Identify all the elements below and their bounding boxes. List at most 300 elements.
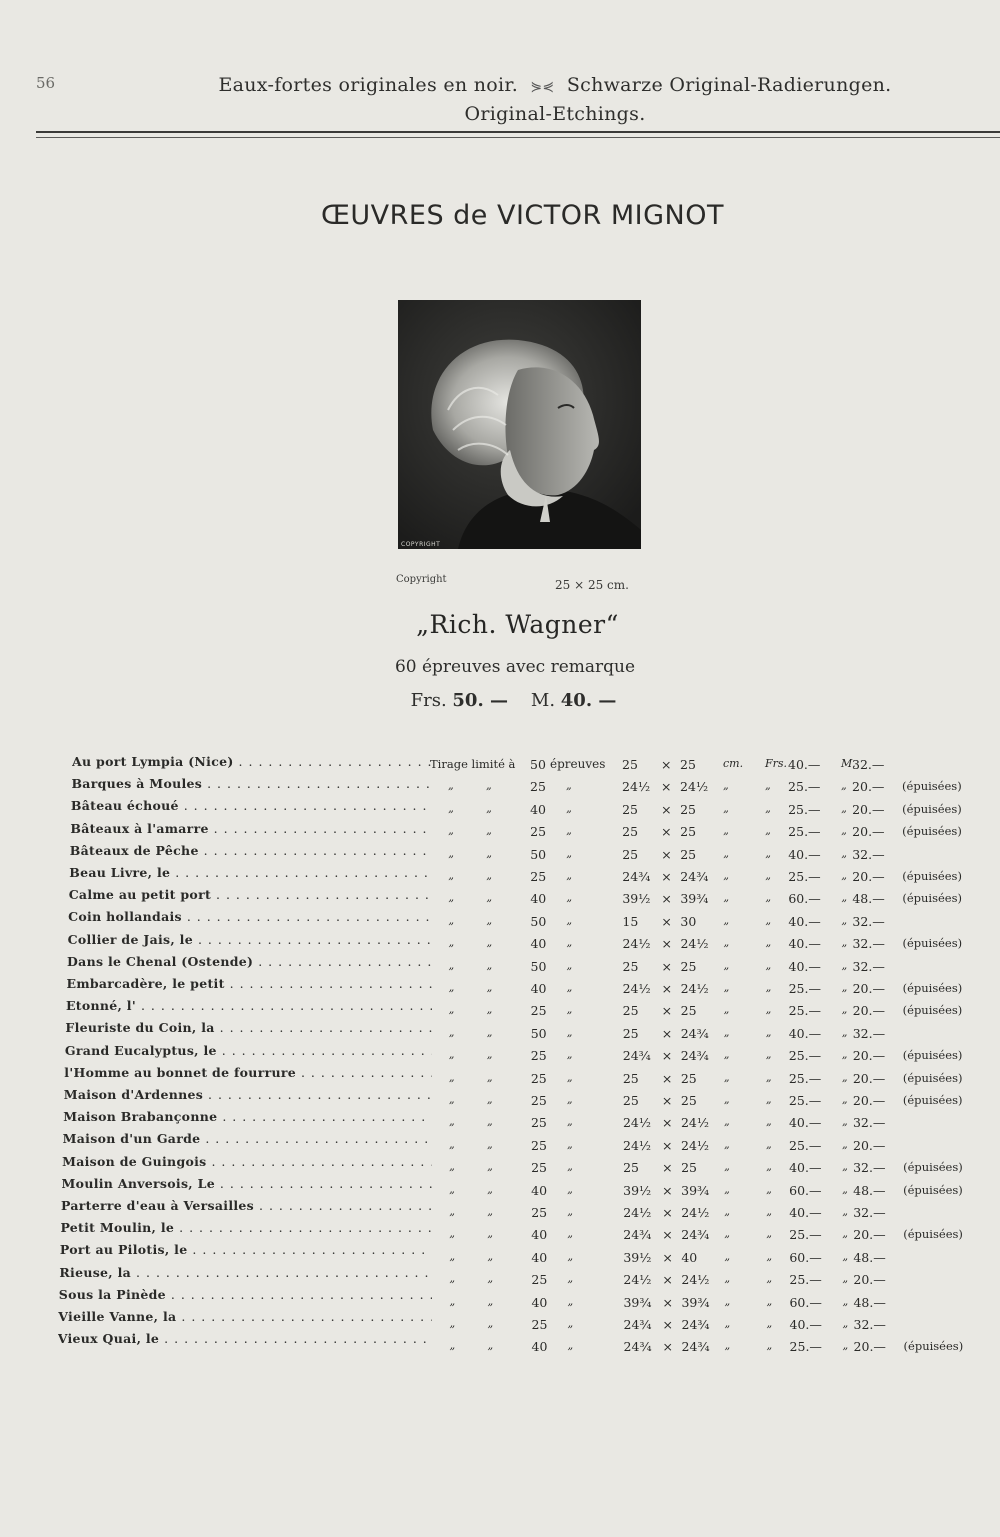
- catalog-x: ×: [661, 846, 672, 862]
- catalog-m: 48.—: [853, 1249, 886, 1265]
- portrait-etching-image: [398, 300, 641, 549]
- catalog-frs-label: „: [765, 801, 771, 815]
- catalog-m: 20.—: [853, 1137, 886, 1153]
- catalog-dim2: 24½: [680, 779, 709, 795]
- catalog-q2: „: [487, 1317, 494, 1330]
- catalog-m: 20.—: [852, 1070, 886, 1086]
- catalog-x: ×: [662, 1317, 673, 1332]
- catalog-q2: „: [486, 1070, 493, 1084]
- catalog-m: 32.—: [853, 1160, 886, 1176]
- catalog-count: 40: [531, 1339, 548, 1355]
- catalog-row: [0, 1287, 1000, 1311]
- catalog-q2: „: [486, 1093, 493, 1106]
- catalog-cm: „: [724, 1317, 731, 1330]
- catalog-m: 32.—: [853, 1205, 886, 1220]
- catalog-x: ×: [661, 757, 672, 772]
- catalog-m-label: „: [841, 936, 848, 950]
- catalog-frs-label: „: [765, 1093, 772, 1106]
- catalog-m: 20.—: [852, 824, 885, 840]
- catalog-count: 25: [531, 1272, 548, 1288]
- catalog-m: 20.—: [852, 1093, 886, 1108]
- catalog-row: [0, 1154, 1000, 1178]
- catalog-unit: „: [566, 1003, 573, 1017]
- catalog-frs-label: „: [766, 1272, 773, 1286]
- catalog-note: (épuisées): [902, 779, 962, 794]
- catalog-note: (épuisées): [903, 1339, 964, 1354]
- catalog-dim1: 24½: [622, 981, 651, 996]
- catalog-frs: 25.—: [788, 801, 821, 817]
- catalog-note: (épuisées): [902, 801, 962, 816]
- catalog-q1: „: [448, 1048, 455, 1062]
- catalog-frs: 40.—: [788, 936, 821, 952]
- catalog-m: 20.—: [853, 1272, 886, 1288]
- catalog-dim1: 25: [622, 757, 638, 772]
- catalog-dim2: 25: [680, 757, 696, 772]
- catalog-frs: 25.—: [788, 779, 821, 795]
- catalog-frs: 40.—: [788, 846, 821, 862]
- catalog-title: Etonné, l' . . .: [66, 998, 432, 1013]
- catalog-unit: „: [566, 801, 572, 815]
- catalog-unit: „: [567, 1249, 574, 1263]
- catalog-m-label: „: [842, 1272, 849, 1286]
- catalog-row: [0, 887, 1000, 911]
- catalog-title: Bâteaux de Pêche . . .: [70, 843, 432, 858]
- catalog-m-label: „: [841, 1048, 848, 1062]
- catalog-m-label: „: [841, 981, 848, 994]
- catalog-title: Bâteaux à l'amarre . . .: [70, 821, 432, 836]
- catalog-x: ×: [662, 1339, 674, 1355]
- running-header: [130, 72, 980, 128]
- catalog-q1: „: [449, 1339, 456, 1353]
- catalog-cm: „: [724, 1205, 730, 1218]
- catalog-q1: „: [448, 958, 455, 972]
- catalog-x: ×: [661, 1048, 673, 1064]
- catalog-row: [0, 1020, 1000, 1044]
- catalog-cm: „: [723, 1025, 730, 1039]
- catalog-unit: „: [566, 958, 573, 972]
- catalog-frs-label: Frs.: [765, 757, 788, 770]
- catalog-m-label: „: [841, 824, 847, 838]
- catalog-row: [0, 1065, 1000, 1089]
- catalog-m-label: „: [841, 891, 848, 905]
- catalog-m-label: „: [842, 1294, 849, 1308]
- catalog-m: 20.—: [853, 1227, 886, 1243]
- catalog-count: 40: [531, 1227, 548, 1243]
- catalog-row: [0, 1242, 1000, 1266]
- catalog-count: 25: [531, 1205, 548, 1220]
- catalog-cm: „: [724, 1182, 730, 1196]
- catalog-title: Calme au petit port . . .: [69, 887, 432, 902]
- catalog-count: 40: [531, 1249, 548, 1265]
- catalog-unit: „: [567, 1227, 573, 1241]
- catalog-frs-label: „: [765, 913, 772, 927]
- catalog-m: 32.—: [852, 936, 885, 952]
- featured-dimensions: 25 × 25 cm.: [555, 578, 629, 592]
- catalog-q2: „: [487, 1294, 494, 1308]
- catalog-title: Rieuse, la . . .: [59, 1265, 432, 1280]
- catalog-dim2: 25: [680, 1003, 697, 1019]
- catalog-frs-label: „: [766, 1294, 773, 1308]
- catalog-x: ×: [662, 1182, 673, 1198]
- catalog-note: (épuisées): [902, 981, 963, 995]
- catalog-dim1: 15: [622, 913, 639, 929]
- catalog-x: ×: [661, 801, 672, 817]
- catalog-cm: „: [724, 1227, 730, 1241]
- catalog-cm: „: [724, 1137, 730, 1151]
- catalog-m: 20.—: [852, 779, 885, 795]
- catalog-frs-label: „: [765, 936, 772, 950]
- catalog-count: 50: [530, 1025, 547, 1041]
- catalog-row: [0, 1087, 1000, 1111]
- catalog-count: 40: [531, 1294, 548, 1310]
- catalog-m: 20.—: [853, 1339, 886, 1355]
- catalog-frs: 40.—: [788, 1115, 822, 1131]
- catalog-dim1: 24¾: [623, 1227, 652, 1243]
- catalog-note: (épuisées): [902, 824, 962, 839]
- catalog-dim2: 39¾: [681, 1182, 710, 1198]
- catalog-cm: „: [724, 1339, 731, 1353]
- catalog-dim1: 24½: [622, 936, 651, 952]
- catalog-note: (épuisées): [903, 1182, 963, 1197]
- catalog-dim2: 30: [680, 913, 697, 929]
- catalog-m-label: „: [842, 1205, 848, 1218]
- catalog-dim2: 24¾: [680, 1048, 709, 1064]
- catalog-frs: 40.—: [789, 1160, 822, 1176]
- catalog-q1: „: [449, 1137, 455, 1151]
- catalog-x: ×: [662, 1137, 673, 1153]
- catalog-m-label: „: [842, 1182, 848, 1196]
- catalog-m: 48.—: [853, 1182, 886, 1198]
- catalog-dim1: 24½: [622, 1115, 651, 1131]
- catalog-unit: „: [567, 1294, 574, 1308]
- catalog-q2: „: [486, 1048, 493, 1062]
- catalog-dim1: 25: [622, 958, 639, 974]
- catalog-frs-label: „: [766, 1249, 773, 1263]
- catalog-count: 50: [530, 846, 547, 862]
- catalog-title: Fleuriste du Coin, la . . .: [65, 1020, 432, 1035]
- catalog-row: [0, 865, 1000, 889]
- catalog-q1: „: [448, 1003, 455, 1017]
- catalog-m-label: „: [841, 779, 847, 793]
- catalog-count: 25: [531, 1160, 547, 1176]
- catalog-x: ×: [661, 1093, 673, 1108]
- catalog-x: ×: [661, 1115, 673, 1131]
- catalog-unit: „: [566, 824, 572, 838]
- catalog-q2: „: [486, 913, 493, 927]
- catalog-row: [0, 1265, 1000, 1289]
- catalog-dim1: 39½: [623, 1249, 652, 1265]
- catalog-frs: 40.—: [789, 1205, 822, 1220]
- catalog-m-label: „: [842, 1317, 849, 1330]
- catalog-frs-label: „: [765, 891, 772, 905]
- catalog-row: [0, 843, 1000, 867]
- catalog-frs: 25.—: [789, 1227, 822, 1243]
- catalog-q1: „: [448, 936, 455, 950]
- catalog-x: ×: [661, 779, 672, 795]
- catalog-q1: „: [449, 1249, 456, 1263]
- catalog-frs: 25.—: [788, 869, 821, 884]
- catalog-unit: „: [566, 936, 573, 950]
- catalog-x: ×: [661, 913, 672, 929]
- catalog-cm: „: [723, 913, 730, 927]
- catalog-cm: „: [724, 1160, 730, 1174]
- catalog-frs: 40.—: [789, 1317, 822, 1332]
- catalog-q2: „: [486, 1115, 493, 1129]
- catalog-dim1: 39½: [623, 1182, 652, 1198]
- catalog-m: 32.—: [852, 958, 885, 974]
- catalog-title: Parterre d'eau à Versailles . . .: [61, 1198, 432, 1213]
- catalog-row: [0, 1043, 1000, 1067]
- catalog-count: 25: [530, 869, 547, 884]
- catalog-note: (épuisées): [902, 1003, 963, 1018]
- catalog-dim2: 24¾: [680, 1025, 709, 1041]
- catalog-frs: 40.—: [788, 1025, 822, 1041]
- catalog-dim2: 25: [680, 846, 697, 862]
- catalog-title: Sous la Pinède . . .: [59, 1287, 432, 1302]
- catalog-frs-label: „: [766, 1182, 772, 1196]
- catalog-cm: „: [723, 801, 729, 815]
- header-line-1: [130, 72, 980, 101]
- catalog-frs: 25.—: [789, 1137, 822, 1153]
- catalog-unit: „: [566, 1093, 573, 1106]
- catalog-dim2: 25: [680, 1093, 697, 1108]
- catalog-frs-label: „: [765, 1070, 772, 1084]
- catalog-note: (épuisées): [903, 1160, 963, 1175]
- catalog-q1: „: [449, 1294, 456, 1308]
- price-m-value: 40. —: [560, 690, 617, 711]
- catalog-q2: „: [487, 1137, 493, 1151]
- catalog-dim1: 24½: [623, 1137, 652, 1153]
- catalog-q1: „: [448, 779, 454, 793]
- catalog-dim2: 40: [681, 1249, 698, 1265]
- catalog-frs: 25.—: [788, 824, 821, 840]
- catalog-frs-label: „: [765, 846, 771, 860]
- catalog-count: 25: [530, 1093, 547, 1108]
- catalog-m: 32.—: [852, 1025, 886, 1041]
- catalog-frs: 25.—: [788, 1003, 822, 1019]
- catalog-q2: „: [486, 869, 492, 882]
- catalog-row: [0, 1331, 1000, 1355]
- catalog-frs: 25.—: [788, 981, 821, 996]
- catalog-unit: „: [567, 1160, 573, 1174]
- copyright-caption: Copyright: [396, 574, 447, 585]
- catalog-dim1: 39½: [622, 891, 651, 907]
- catalog-m: 32.—: [852, 846, 885, 862]
- catalog-title: Grand Eucalyptus, le . . .: [65, 1043, 432, 1058]
- catalog-x: ×: [662, 1160, 673, 1176]
- catalog-dim2: 24½: [680, 981, 709, 996]
- catalog-frs-label: „: [765, 1003, 772, 1017]
- catalog-dim1: 24¾: [622, 869, 651, 884]
- catalog-frs-label: „: [765, 869, 771, 882]
- catalog-cm: „: [723, 779, 729, 793]
- catalog-x: ×: [662, 1249, 673, 1265]
- catalog-frs-label: „: [766, 1160, 772, 1174]
- catalog-row: [0, 798, 1000, 822]
- catalog-x: ×: [661, 936, 672, 952]
- catalog-count: 25: [530, 1048, 547, 1064]
- catalog-unit: épreuves: [550, 757, 606, 771]
- catalog-unit: „: [566, 891, 573, 905]
- catalog-q1: „: [449, 1317, 456, 1330]
- catalog-title: Petit Moulin, le . . .: [60, 1220, 432, 1235]
- catalog-title: Collier de Jais, le . . .: [68, 932, 432, 947]
- catalog-q1: „: [448, 869, 454, 882]
- catalog-frs: 40.—: [788, 958, 821, 974]
- catalog-cm: „: [723, 1003, 730, 1017]
- catalog-x: ×: [662, 1205, 673, 1220]
- catalog-q2: „: [486, 1003, 493, 1017]
- catalog-q2: „: [486, 1025, 493, 1039]
- catalog-q1: „: [448, 1115, 455, 1129]
- catalog-frs-label: „: [765, 1048, 772, 1062]
- catalog-row: [0, 954, 1000, 978]
- catalog-frs-label: „: [766, 1205, 772, 1218]
- catalog-q1: „: [448, 1025, 455, 1039]
- catalog-q2: „: [486, 958, 493, 972]
- header-rule-thin: [36, 137, 1000, 138]
- catalog-q1: „: [449, 1272, 456, 1286]
- catalog-q2: „: [487, 1227, 493, 1241]
- catalog-title: Port au Pilotis, le . . .: [60, 1242, 432, 1257]
- catalog-cm: „: [723, 1093, 730, 1106]
- catalog-dim1: 25: [622, 1093, 639, 1108]
- catalog-dim1: 25: [623, 1160, 639, 1176]
- catalog-note: (épuisées): [902, 869, 962, 883]
- catalog-q1: „: [448, 824, 454, 838]
- catalog-x: ×: [661, 1003, 673, 1019]
- catalog-m-label: „: [842, 1249, 849, 1263]
- catalog-m-label: „: [841, 1025, 848, 1039]
- catalog-q1: „: [449, 1227, 455, 1241]
- catalog-dim2: 25: [680, 824, 697, 840]
- catalog-x: ×: [661, 891, 672, 907]
- catalog-m-label: „: [841, 958, 848, 972]
- header-german: Schwarze Original-Radierungen.: [566, 74, 892, 96]
- catalog-x: ×: [662, 1294, 673, 1310]
- catalog-cm: „: [724, 1249, 731, 1263]
- catalog-m: 32.—: [852, 1115, 886, 1131]
- catalog-dim2: 24½: [680, 936, 709, 952]
- catalog-cm: „: [723, 1070, 730, 1084]
- catalog-note: (épuisées): [902, 936, 963, 951]
- catalog-frs-label: „: [765, 1115, 772, 1129]
- catalog-count: 40: [530, 801, 547, 817]
- catalog-q1: „: [448, 981, 455, 994]
- catalog-unit: „: [567, 1317, 574, 1330]
- price-frs-label: Frs.: [410, 690, 447, 711]
- catalog-dim1: 24¾: [623, 1317, 652, 1332]
- catalog-dim2: 24½: [680, 1115, 709, 1131]
- catalog-unit: „: [566, 846, 572, 860]
- catalog-m: 20.—: [852, 1048, 886, 1064]
- catalog-m: 32.—: [852, 913, 885, 929]
- catalog-m: 32.—: [853, 1317, 886, 1332]
- catalog-row: [0, 976, 1000, 1000]
- catalog-row: [0, 932, 1000, 956]
- catalog-frs-label: „: [765, 1025, 772, 1039]
- catalog-frs: 25.—: [788, 1070, 822, 1086]
- catalog-cm: „: [724, 1294, 731, 1308]
- catalog-note: (épuisées): [903, 1227, 963, 1242]
- catalog-row: [0, 1176, 1000, 1200]
- catalog-unit: „: [567, 1272, 574, 1286]
- catalog-dim1: 24½: [622, 779, 651, 795]
- catalog-row: [0, 909, 1000, 933]
- catalog-frs: 60.—: [789, 1294, 822, 1310]
- catalog-row: [0, 754, 1000, 778]
- catalog-x: ×: [661, 1070, 673, 1086]
- catalog-m-label: „: [842, 1137, 848, 1151]
- catalog-q2: „: [487, 1272, 494, 1286]
- catalog-q2: „: [486, 779, 492, 793]
- catalog-m-label: „: [842, 1160, 848, 1174]
- catalog-title: Dans le Chenal (Ostende) . . .: [67, 954, 432, 969]
- catalog-q2: „: [487, 1339, 494, 1353]
- catalog-dim1: 25: [622, 1025, 639, 1041]
- catalog-q2: „: [486, 936, 493, 950]
- catalog-dim2: 25: [680, 958, 697, 974]
- catalog-row: [0, 1220, 1000, 1244]
- catalog-frs: 25.—: [788, 1048, 822, 1064]
- catalog-row: [0, 998, 1000, 1022]
- catalog-dim1: 24½: [623, 1272, 652, 1288]
- catalog-frs: 25.—: [789, 1272, 822, 1288]
- catalog-m-label: „: [841, 1093, 848, 1106]
- header-french: Eaux-fortes originales en noir.: [218, 74, 519, 96]
- catalog-cm: „: [723, 869, 729, 882]
- catalog-m: 20.—: [852, 1003, 886, 1019]
- copyright-stamp: COPYRIGHT: [401, 541, 441, 548]
- catalog-frs: 40.—: [788, 757, 821, 772]
- catalog-frs-label: „: [765, 981, 772, 994]
- catalog-q1: „: [448, 913, 455, 927]
- catalog-q2: „: [486, 981, 493, 994]
- catalog-unit: „: [566, 1115, 573, 1129]
- catalog-dim1: 25: [622, 801, 639, 817]
- catalog-cm: „: [723, 1048, 730, 1062]
- catalog-q1: „: [448, 1070, 455, 1084]
- catalog-q1: „: [448, 1093, 455, 1106]
- catalog-cm: „: [724, 1272, 731, 1286]
- catalog-title: Maison de Guingois . . .: [62, 1154, 432, 1169]
- catalog-count: 40: [530, 891, 547, 907]
- catalog-cm: „: [723, 891, 730, 905]
- catalog-count: 25: [530, 1070, 547, 1086]
- catalog-count: 25: [530, 779, 546, 795]
- catalog-count: 25: [531, 1317, 548, 1332]
- catalog-unit: „: [567, 1182, 573, 1196]
- catalog-count: 40: [531, 1182, 548, 1198]
- catalog-m-label: M.: [841, 757, 856, 770]
- catalog-dim1: 25: [622, 1003, 639, 1019]
- catalog-title: l'Homme au bonnet de fourrure . . .: [64, 1065, 432, 1080]
- catalog-dim2: 39¾: [681, 1294, 710, 1310]
- catalog-q2: „: [486, 824, 492, 838]
- catalog-frs-label: „: [765, 958, 772, 972]
- catalog-frs: 40.—: [788, 913, 821, 929]
- catalog-title: Au port Lympia (Nice) . . .: [72, 754, 432, 769]
- catalog-dim1: 24¾: [622, 1048, 651, 1064]
- catalog-q2: „: [487, 1249, 494, 1263]
- catalog-unit: „: [566, 869, 572, 882]
- catalog-unit: „: [567, 1205, 573, 1218]
- featured-edition: 60 épreuves avec remarque: [394, 657, 636, 677]
- catalog-dim2: 24½: [681, 1137, 710, 1153]
- page-number: 56: [36, 74, 56, 92]
- catalog-title: Barques à Moules . . .: [71, 776, 432, 791]
- featured-work-title: „Rich. Wagner“: [416, 610, 619, 639]
